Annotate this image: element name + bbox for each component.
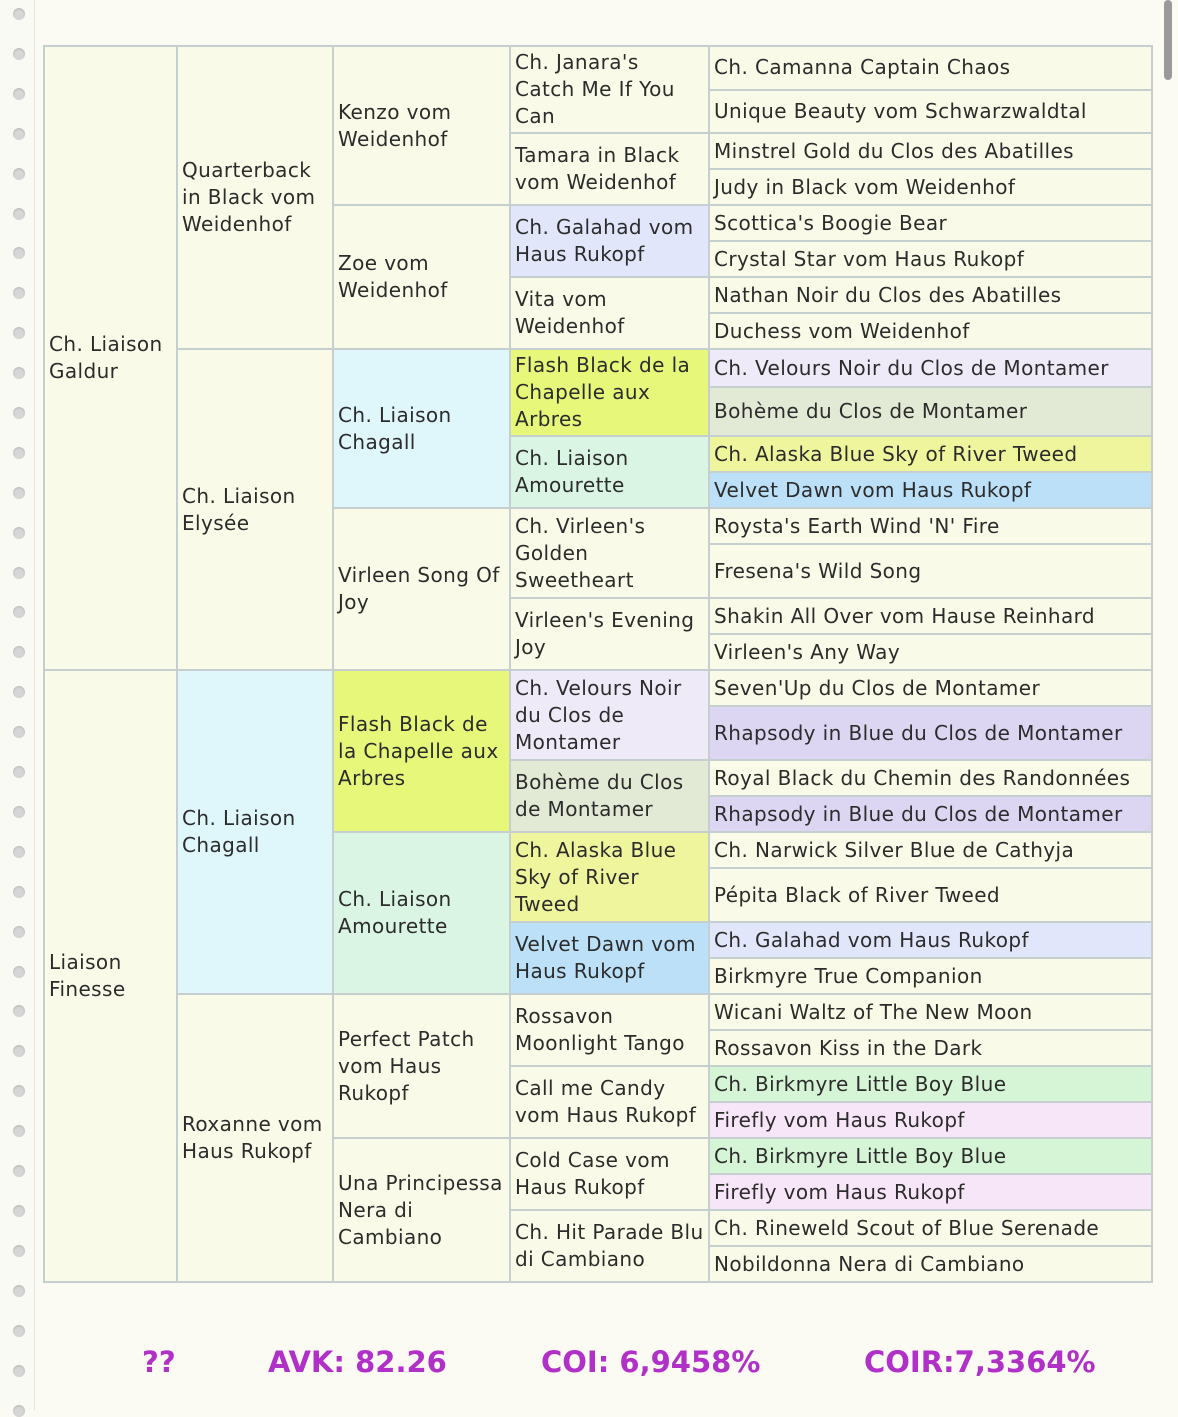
ancestor-gen5[interactable]: Ch. Birkmyre Little Boy Blue: [709, 1138, 1152, 1174]
binder-hole: [13, 966, 25, 978]
ancestor-gen5[interactable]: Velvet Dawn vom Haus Rukopf: [709, 472, 1152, 508]
binder-hole: [13, 367, 25, 379]
binder-hole: [13, 407, 25, 419]
binder-hole: [13, 766, 25, 778]
binder-hole: [13, 1405, 25, 1417]
ancestor-gen5[interactable]: Virleen's Any Way: [709, 634, 1152, 670]
ancestor-gen5[interactable]: Judy in Black vom Weidenhof: [709, 169, 1152, 205]
ancestor-gen5[interactable]: Birkmyre True Companion: [709, 958, 1152, 994]
ancestor-gen5[interactable]: Firefly vom Haus Rukopf: [709, 1102, 1152, 1138]
ancestor-gen5[interactable]: Unique Beauty vom Schwarzwaldtal: [709, 90, 1152, 134]
ancestor-gen5[interactable]: Ch. Narwick Silver Blue de Cathyja: [709, 832, 1152, 868]
ancestor-gen4[interactable]: Tamara in Black vom Weidenhof: [510, 133, 709, 205]
ancestor-gen4[interactable]: Ch. Hit Parade Blu di Cambiano: [510, 1210, 709, 1282]
ancestor-gen5[interactable]: Seven'Up du Clos de Montamer: [709, 670, 1152, 706]
ancestor-gen1[interactable]: Liaison Finesse: [44, 670, 177, 1282]
binder-hole: [13, 287, 25, 299]
ancestor-gen3[interactable]: Una Principessa Nera di Cambiano: [333, 1138, 510, 1282]
pedigree-stats: [0, 1345, 1178, 1389]
ancestor-gen4[interactable]: Bohème du Clos de Montamer: [510, 760, 709, 832]
ancestor-gen5[interactable]: Firefly vom Haus Rukopf: [709, 1174, 1152, 1210]
binder-hole: [13, 726, 25, 738]
pedigree-row: [44, 349, 1152, 387]
ancestor-gen5[interactable]: Ch. Galahad vom Haus Rukopf: [709, 922, 1152, 958]
binder-hole: [13, 88, 25, 100]
ancestor-gen4[interactable]: Ch. Galahad vom Haus Rukopf: [510, 205, 709, 277]
ancestor-gen5[interactable]: Ch. Birkmyre Little Boy Blue: [709, 1066, 1152, 1102]
pedigree-table: [43, 45, 1153, 1283]
ancestor-gen3[interactable]: Kenzo vom Weidenhof: [333, 46, 510, 205]
coi-stat: COI: 6,9458%: [541, 1345, 761, 1379]
ancestor-gen3[interactable]: Ch. Liaison Chagall: [333, 349, 510, 508]
binder-hole: [13, 1325, 25, 1337]
binder-hole: [13, 1165, 25, 1177]
ancestor-gen1[interactable]: Ch. Liaison Galdur: [44, 46, 177, 670]
pedigree-row: [44, 994, 1152, 1030]
ancestor-gen4[interactable]: Virleen's Evening Joy: [510, 598, 709, 670]
ancestor-gen3[interactable]: Ch. Liaison Amourette: [333, 832, 510, 994]
binder-hole: [13, 926, 25, 938]
ancestor-gen4[interactable]: Ch. Janara's Catch Me If You Can: [510, 46, 709, 133]
binder-hole: [13, 1045, 25, 1057]
ancestor-gen4[interactable]: Flash Black de la Chapelle aux Arbres: [510, 349, 709, 436]
binder-hole: [13, 168, 25, 180]
pedigree-row: [44, 46, 1152, 90]
binder-hole: [13, 447, 25, 459]
binder-margin: [0, 0, 35, 1410]
scrollbar-thumb[interactable]: [1164, 0, 1172, 80]
binder-hole: [13, 128, 25, 140]
binder-hole: [13, 606, 25, 618]
ancestor-gen5[interactable]: Bohème du Clos de Montamer: [709, 387, 1152, 436]
ancestor-gen5[interactable]: Rossavon Kiss in the Dark: [709, 1030, 1152, 1066]
ancestor-gen4[interactable]: Cold Case vom Haus Rukopf: [510, 1138, 709, 1210]
ancestor-gen5[interactable]: Royal Black du Chemin des Randonnées: [709, 760, 1152, 796]
binder-hole: [13, 686, 25, 698]
binder-hole: [13, 646, 25, 658]
ancestor-gen5[interactable]: Roysta's Earth Wind 'N' Fire: [709, 508, 1152, 544]
ancestor-gen4[interactable]: Rossavon Moonlight Tango: [510, 994, 709, 1066]
ancestor-gen3[interactable]: Flash Black de la Chapelle aux Arbres: [333, 670, 510, 832]
ancestor-gen5[interactable]: Fresena's Wild Song: [709, 544, 1152, 598]
binder-hole: [13, 1005, 25, 1017]
ancestor-gen3[interactable]: Perfect Patch vom Haus Rukopf: [333, 994, 510, 1138]
binder-hole: [13, 247, 25, 259]
ancestor-gen2[interactable]: Quarterback in Black vom Weidenhof: [177, 46, 333, 349]
unknown-stat: ??: [142, 1345, 176, 1379]
ancestor-gen3[interactable]: Zoe vom Weidenhof: [333, 205, 510, 349]
pedigree-row: [44, 670, 1152, 706]
ancestor-gen4[interactable]: Call me Candy vom Haus Rukopf: [510, 1066, 709, 1138]
ancestor-gen5[interactable]: Ch. Alaska Blue Sky of River Tweed: [709, 436, 1152, 472]
ancestor-gen4[interactable]: Ch. Velours Noir du Clos de Montamer: [510, 670, 709, 760]
ancestor-gen4[interactable]: Ch. Virleen's Golden Sweetheart: [510, 508, 709, 598]
ancestor-gen5[interactable]: Duchess vom Weidenhof: [709, 313, 1152, 349]
ancestor-gen4[interactable]: Vita vom Weidenhof: [510, 277, 709, 349]
ancestor-gen5[interactable]: Wicani Waltz of The New Moon: [709, 994, 1152, 1030]
binder-hole: [13, 1245, 25, 1257]
ancestor-gen5[interactable]: Minstrel Gold du Clos des Abatilles: [709, 133, 1152, 169]
ancestor-gen5[interactable]: Ch. Velours Noir du Clos de Montamer: [709, 349, 1152, 387]
ancestor-gen5[interactable]: Rhapsody in Blue du Clos de Montamer: [709, 796, 1152, 832]
binder-hole: [13, 327, 25, 339]
ancestor-gen5[interactable]: Ch. Camanna Captain Chaos: [709, 46, 1152, 90]
ancestor-gen4[interactable]: Ch. Liaison Amourette: [510, 436, 709, 508]
ancestor-gen2[interactable]: Ch. Liaison Elysée: [177, 349, 333, 670]
ancestor-gen3[interactable]: Virleen Song Of Joy: [333, 508, 510, 670]
ancestor-gen5[interactable]: Scottica's Boogie Bear: [709, 205, 1152, 241]
binder-hole: [13, 806, 25, 818]
binder-hole: [13, 1205, 25, 1217]
binder-hole: [13, 8, 25, 20]
binder-hole: [13, 567, 25, 579]
ancestor-gen5[interactable]: Rhapsody in Blue du Clos de Montamer: [709, 706, 1152, 760]
binder-hole: [13, 487, 25, 499]
ancestor-gen2[interactable]: Ch. Liaison Chagall: [177, 670, 333, 994]
ancestor-gen4[interactable]: Velvet Dawn vom Haus Rukopf: [510, 922, 709, 994]
avk-stat: AVK: 82.26: [268, 1345, 447, 1379]
ancestor-gen5[interactable]: Nathan Noir du Clos des Abatilles: [709, 277, 1152, 313]
binder-hole: [13, 886, 25, 898]
ancestor-gen5[interactable]: Ch. Rineweld Scout of Blue Serenade: [709, 1210, 1152, 1246]
ancestor-gen2[interactable]: Roxanne vom Haus Rukopf: [177, 994, 333, 1282]
binder-hole: [13, 208, 25, 220]
binder-hole: [13, 527, 25, 539]
ancestor-gen5[interactable]: Pépita Black of River Tweed: [709, 868, 1152, 922]
binder-hole: [13, 846, 25, 858]
coir-stat: COIR:7,3364%: [864, 1345, 1096, 1379]
binder-hole: [13, 1085, 25, 1097]
ancestor-gen5[interactable]: Nobildonna Nera di Cambiano: [709, 1246, 1152, 1282]
ancestor-gen4[interactable]: Ch. Alaska Blue Sky of River Tweed: [510, 832, 709, 922]
ancestor-gen5[interactable]: Shakin All Over vom Hause Reinhard: [709, 598, 1152, 634]
binder-hole: [13, 48, 25, 60]
binder-hole: [13, 1125, 25, 1137]
ancestor-gen5[interactable]: Crystal Star vom Haus Rukopf: [709, 241, 1152, 277]
binder-hole: [13, 1285, 25, 1297]
